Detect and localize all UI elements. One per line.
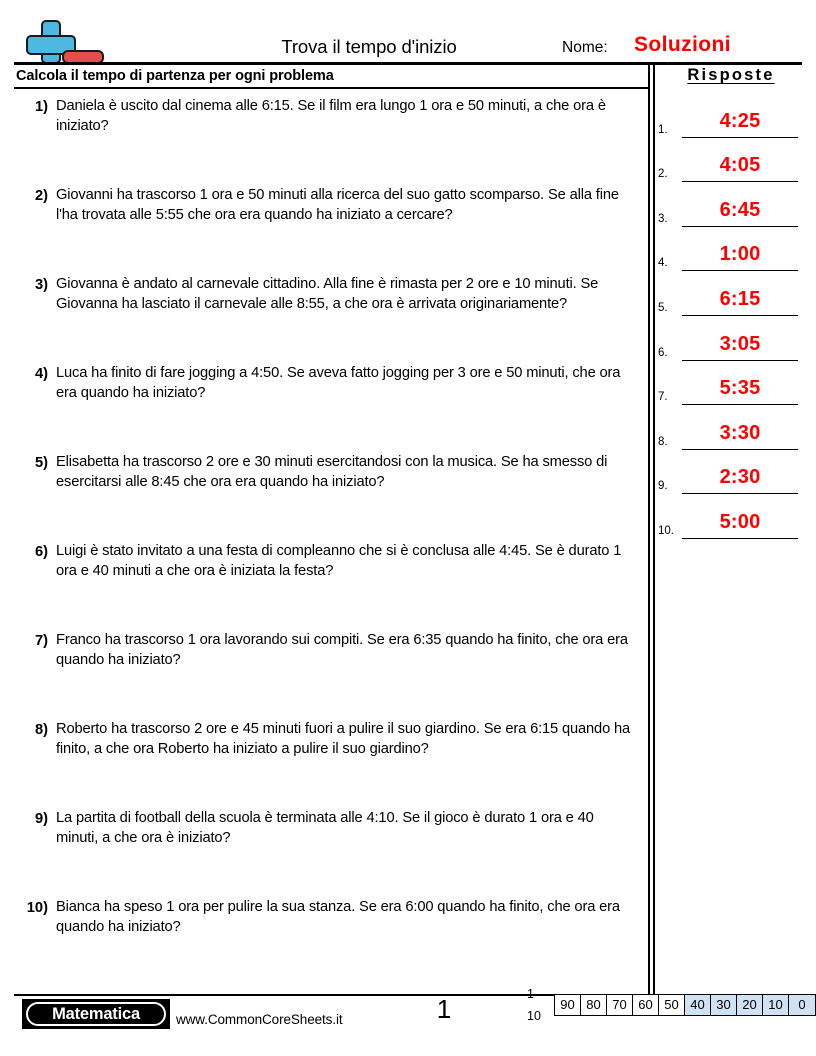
- answer-blank[interactable]: [682, 240, 798, 271]
- question-text: Franco ha trascorso 1 ora lavorando sui compiti. Se era 6:35 quando ha finito, che ora era quando ha iniziato?: [56, 632, 628, 668]
- answers-heading: Risposte: [687, 66, 775, 84]
- question-text: Giovanni ha trascorso 1 ora e 50 minuti alla ricerca del suo gatto scomparso. Se alla fine l'ha trovata alle 5:55 che ora era quando ha iniziato a cercare?: [56, 187, 619, 223]
- answer-number: 6.: [658, 346, 668, 359]
- answer-value: 2:30: [719, 466, 761, 489]
- answer-number: 4.: [658, 257, 668, 270]
- grading-scale-cell: 10: [763, 995, 789, 1015]
- question-item: [14, 96, 642, 185]
- brand-label: Matematica: [52, 1004, 140, 1023]
- question-item: [14, 541, 642, 630]
- answer-number: 8.: [658, 435, 668, 448]
- brand-badge: [22, 999, 170, 1029]
- answer-value: 6:45: [719, 198, 761, 221]
- question-number: 4): [34, 366, 48, 382]
- question-number: 10): [26, 900, 48, 916]
- question-text: Luigi è stato invitato a una festa di compleanno che si è conclusa alle 4:45. Se è durato 1 ora e 40 minuti a che ora è iniziata la festa?: [56, 543, 622, 579]
- answer-number: 7.: [658, 391, 668, 404]
- answer-list: [658, 98, 802, 544]
- name-label: Nome:: [562, 39, 608, 56]
- question-list: [14, 96, 642, 986]
- grading-scale-label: 1-10: [527, 987, 541, 1023]
- name-value: Soluzioni: [634, 33, 731, 56]
- question-number: 1): [34, 99, 48, 115]
- answer-item: [658, 232, 802, 277]
- answer-value: 4:05: [719, 154, 761, 177]
- answer-blank[interactable]: [682, 508, 798, 539]
- answer-value: 4:25: [719, 109, 761, 132]
- question-number: 8): [34, 722, 48, 738]
- grading-scale-cell: 60: [633, 995, 659, 1015]
- question-number: 5): [34, 455, 48, 471]
- question-text: Elisabetta ha trascorso 2 ore e 30 minuti esercitandosi con la musica. Se ha smesso di esercitarsi alle 8:45 che ora era quando ha iniziato?: [56, 454, 608, 490]
- answer-blank[interactable]: [682, 419, 798, 450]
- answer-item: [658, 143, 802, 188]
- answer-item: [658, 276, 802, 321]
- grading-scale-cell: 30: [711, 995, 737, 1015]
- answer-item: [658, 187, 802, 232]
- answer-item: [658, 455, 802, 500]
- answer-number: 5.: [658, 301, 668, 314]
- question-item: [14, 719, 642, 808]
- site-url: www.CommonCoreSheets.it: [176, 1012, 343, 1027]
- answer-item: [658, 98, 802, 143]
- question-text: Daniela è uscito dal cinema alle 6:15. Se il film era lungo 1 ora e 50 minuti, a che ora è iniziato?: [56, 98, 606, 134]
- grading-scale-cell: 20: [737, 995, 763, 1015]
- grading-scale-cell: 70: [607, 995, 633, 1015]
- question-text: Luca ha finito di fare jogging a 4:50. Se aveva fatto jogging per 3 ore e 50 minuti, che ora era quando ha iniziato?: [56, 365, 621, 401]
- answer-blank[interactable]: [682, 151, 798, 182]
- plus-minus-icon: [14, 18, 104, 64]
- grading-scale-cell: 80: [581, 995, 607, 1015]
- question-text: Giovanna è andato al carnevale cittadino. Alla fine è rimasta per 2 ore e 10 minuti. Se Giovanna ha lasciato il carnevale alle 8:55, a che ora è arrivata originariamente?: [56, 276, 599, 312]
- question-number: 2): [34, 188, 48, 204]
- instructions-text: Calcola il tempo di partenza per ogni problema: [16, 68, 334, 84]
- answer-value: 3:05: [719, 332, 761, 355]
- answer-item: [658, 410, 802, 455]
- answer-item: [658, 321, 802, 366]
- answer-item: [658, 366, 802, 411]
- answer-value: 1:00: [719, 243, 761, 266]
- column-divider-left: [648, 64, 650, 995]
- grading-scale: [527, 987, 816, 1023]
- question-text: Bianca ha speso 1 ora per pulire la sua stanza. Se era 6:00 quando ha finito, che ora era quando ha iniziato?: [56, 899, 620, 935]
- answer-number: 9.: [658, 480, 668, 493]
- grading-scale-cell: 0: [789, 995, 815, 1015]
- question-item: [14, 897, 642, 986]
- grading-scale-cell: 90: [555, 995, 581, 1015]
- answer-number: 2.: [658, 168, 668, 181]
- answer-number: 10.: [658, 524, 674, 537]
- instructions-divider: [14, 87, 648, 89]
- answer-value: 5:35: [719, 377, 761, 400]
- grading-scale-cell: 50: [659, 995, 685, 1015]
- grading-scale-cell: 40: [685, 995, 711, 1015]
- answer-number: 1.: [658, 123, 668, 136]
- question-text: La partita di football della scuola è terminata alle 4:10. Se il gioco è durato 1 ora e 40 minuti, a che ora è iniziato?: [56, 810, 594, 846]
- grading-scale-boxes: [554, 994, 816, 1016]
- plus-center-fill: [43, 37, 59, 53]
- answer-blank[interactable]: [682, 196, 798, 227]
- question-number: 6): [34, 544, 48, 560]
- question-number: 3): [34, 277, 48, 293]
- question-number: 7): [34, 633, 48, 649]
- header-divider: [14, 62, 802, 65]
- column-divider-right: [653, 64, 655, 995]
- answer-item: [658, 499, 802, 544]
- answer-value: 6:15: [719, 287, 761, 310]
- answer-blank[interactable]: [682, 107, 798, 138]
- answer-number: 3.: [658, 212, 668, 225]
- question-item: [14, 452, 642, 541]
- question-item: [14, 630, 642, 719]
- answer-value: 5:00: [719, 510, 761, 533]
- answer-value: 3:30: [719, 421, 761, 444]
- answer-blank[interactable]: [682, 330, 798, 361]
- question-item: [14, 274, 642, 363]
- question-item: [14, 185, 642, 274]
- question-number: 9): [34, 811, 48, 827]
- question-text: Roberto ha trascorso 2 ore e 45 minuti fuori a pulire il suo giardino. Se era 6:15 quando ha finito, a che ora Roberto ha iniziato a pulire il suo giardino?: [56, 721, 631, 757]
- worksheet-header: [14, 14, 802, 62]
- answer-blank[interactable]: [682, 463, 798, 494]
- answer-blank[interactable]: [682, 374, 798, 405]
- page-number: 1: [436, 994, 452, 1024]
- answer-blank[interactable]: [682, 285, 798, 316]
- question-item: [14, 363, 642, 452]
- question-item: [14, 808, 642, 897]
- page-title: Trova il tempo d'inizio: [281, 36, 457, 57]
